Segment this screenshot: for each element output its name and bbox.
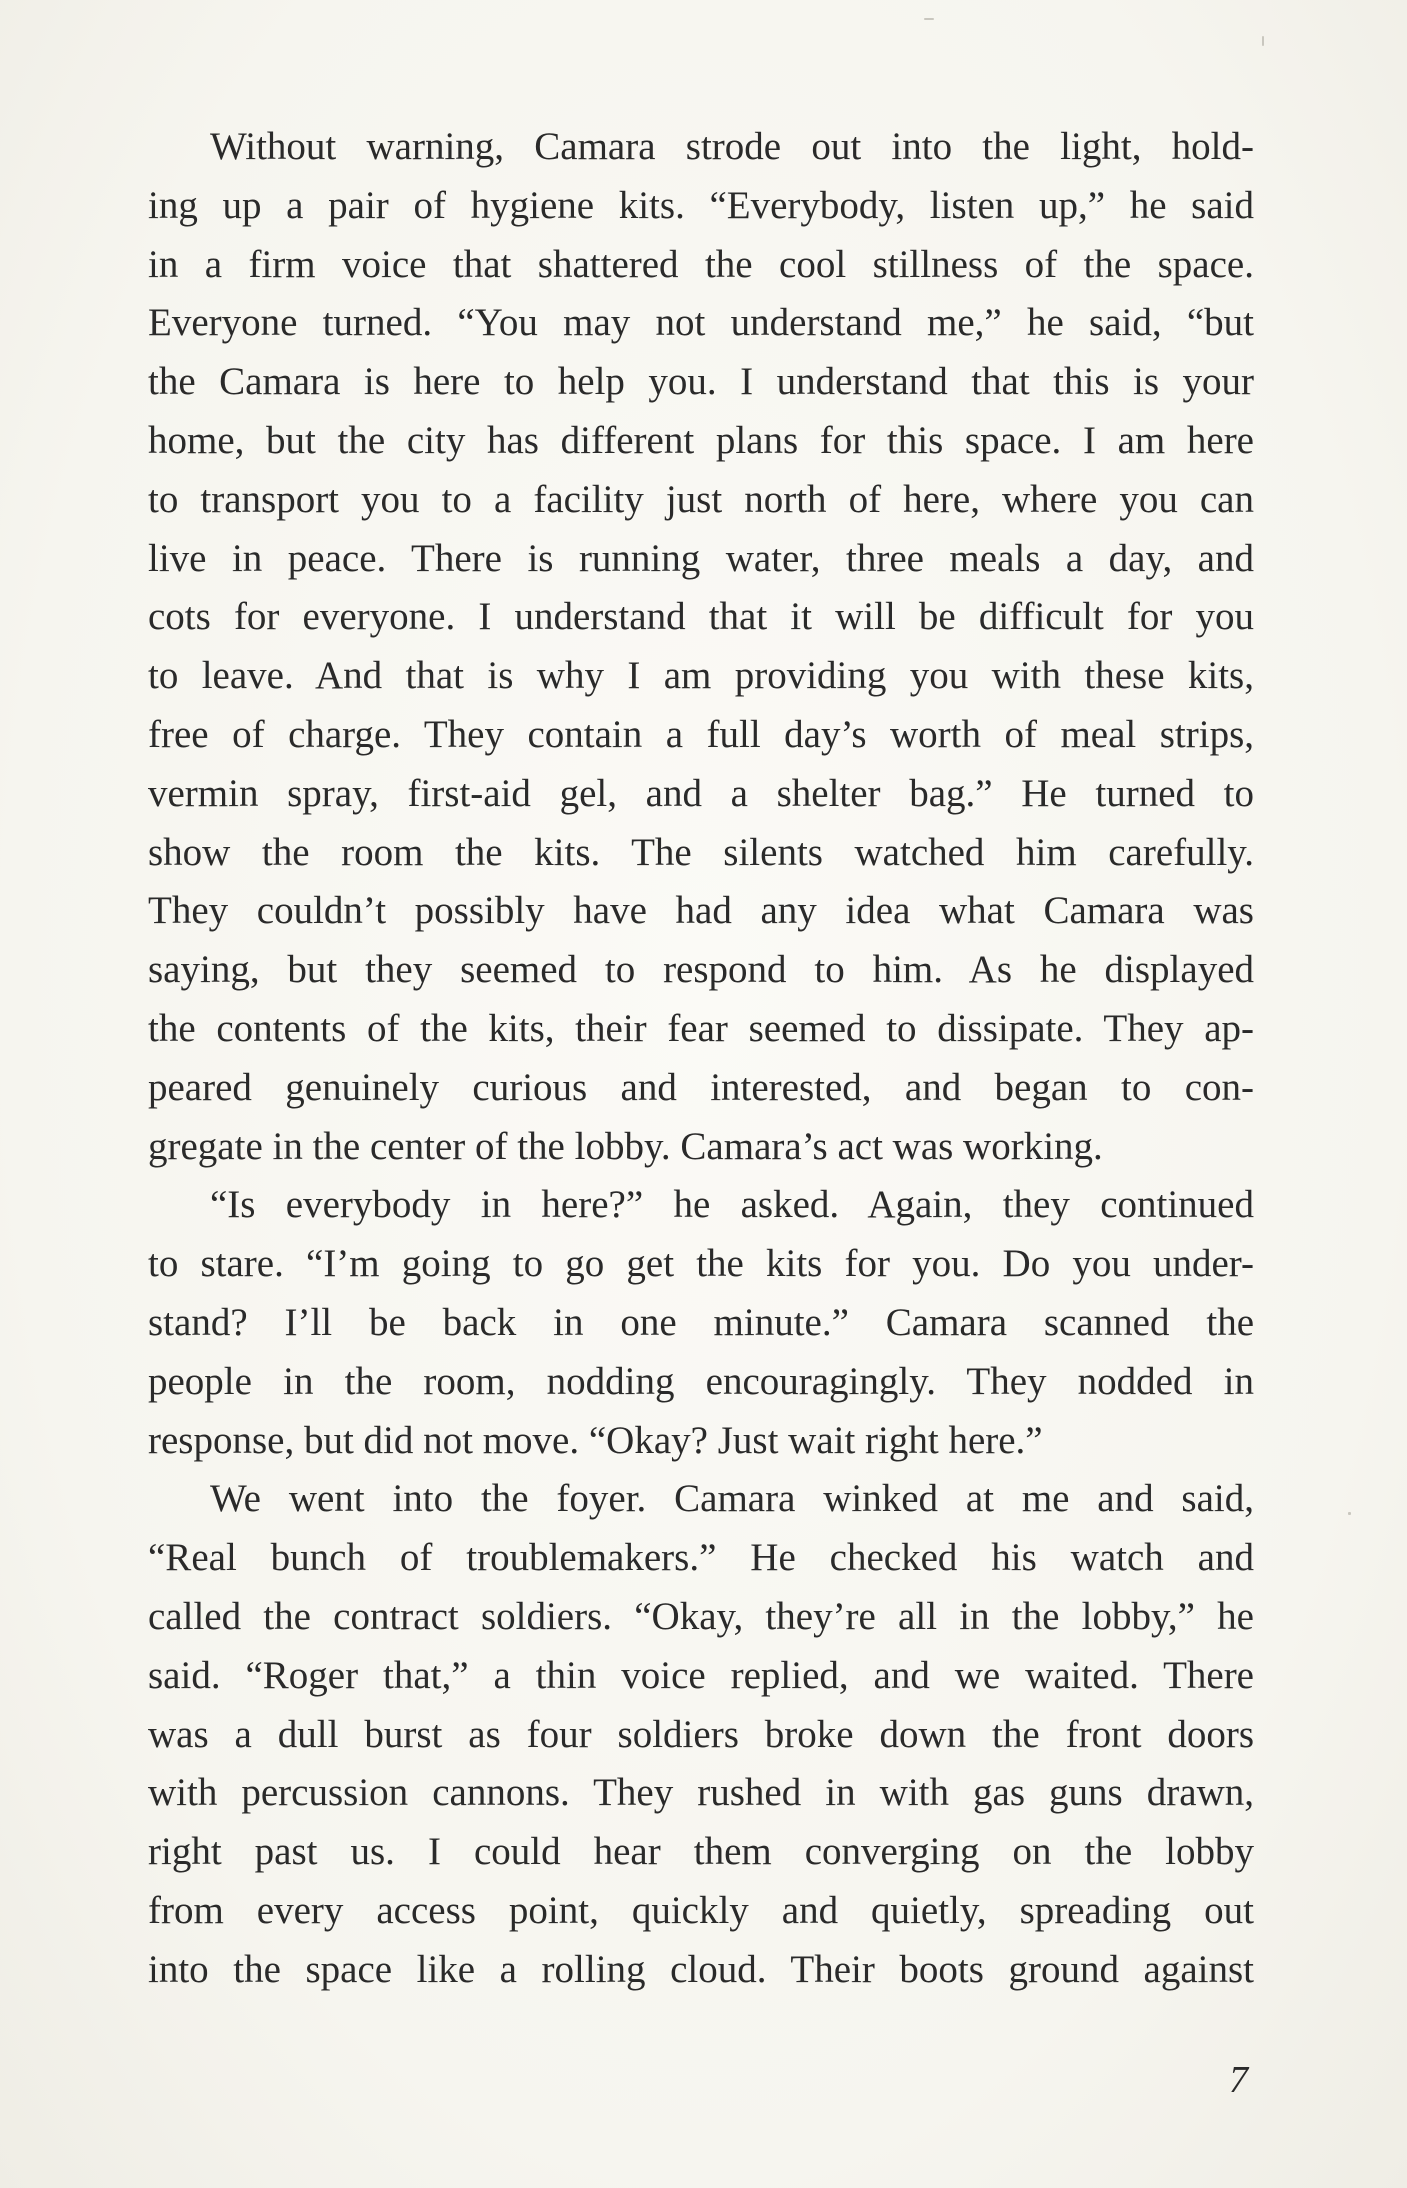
text-line: stand? I’ll be back in one minute.” Camara scanned the: [148, 1300, 1254, 1344]
text-line: right past us. I could hear them converging on the lobby: [148, 1830, 1254, 1874]
text-line: from every access point, quickly and quietly, spreading out: [148, 1888, 1254, 1932]
text-line: Without warning, Camara strode out into the light, hold-: [210, 125, 1254, 168]
text-line: into the space like a rolling cloud. Their boots ground against: [148, 1947, 1254, 1991]
paragraph-3: [148, 1470, 1254, 1999]
text-line: the contents of the kits, their fear seemed to dissipate. They ap-: [148, 1006, 1254, 1050]
text-line: ing up a pair of hygiene kits. “Everybody, listen up,” he said: [148, 183, 1254, 227]
text-line: We went into the foyer. Camara winked at me and said,: [210, 1477, 1254, 1521]
paper-speck: [924, 18, 934, 20]
text-line: “Real bunch of troublemakers.” He checked his watch and: [148, 1536, 1254, 1580]
paper-speck: [1262, 36, 1264, 46]
text-line: in a firm voice that shattered the cool stillness of the space.: [148, 242, 1254, 286]
text-line: to leave. And that is why I am providing you with these kits,: [148, 654, 1254, 698]
paragraph-1: [148, 118, 1254, 1176]
text-line: live in peace. There is running water, three meals a day, and: [148, 536, 1254, 580]
text-line: saying, but they seemed to respond to him. As he displayed: [148, 948, 1254, 992]
text-line: people in the room, nodding encouragingly. They nodded in: [148, 1359, 1254, 1403]
text-line: cots for everyone. I understand that it will be difficult for you: [148, 595, 1254, 639]
text-line: said. “Roger that,” a thin voice replied, and we waited. There: [148, 1653, 1254, 1697]
text-line: with percussion cannons. They rushed in with gas guns drawn,: [148, 1771, 1254, 1815]
text-line: vermin spray, first-aid gel, and a shelter bag.” He turned to: [148, 771, 1254, 815]
text-line: home, but the city has different plans for this space. I am here: [148, 418, 1254, 462]
paragraph-2: [148, 1176, 1254, 1470]
text-line: to stare. “I’m going to go get the kits for you. Do you under-: [148, 1242, 1254, 1286]
text-line: was a dull burst as four soldiers broke down the front doors: [148, 1712, 1254, 1756]
page-number: 7: [1229, 2059, 1248, 2101]
paper-speck: [1348, 1512, 1351, 1515]
text-line: Everyone turned. “You may not understand me,” he said, “but: [148, 301, 1254, 345]
text-line: response, but did not move. “Okay? Just wait right here.”: [148, 1418, 1043, 1462]
text-line: gregate in the center of the lobby. Camara’s act was working.: [148, 1124, 1103, 1168]
text-line: show the room the kits. The silents watched him carefully.: [148, 830, 1254, 874]
text-line: free of charge. They contain a full day’s worth of meal strips,: [148, 712, 1254, 756]
text-line: peared genuinely curious and interested, and began to con-: [148, 1065, 1254, 1109]
text-line: They couldn’t possibly have had any idea what Camara was: [148, 889, 1254, 933]
text-line: the Camara is here to help you. I understand that this is your: [148, 360, 1254, 404]
body-text: [148, 118, 1254, 2000]
text-line: called the contract soldiers. “Okay, they’re all in the lobby,” he: [148, 1594, 1254, 1638]
text-line: “Is everybody in here?” he asked. Again, they continued: [210, 1183, 1254, 1227]
text-line: to transport you to a facility just north of here, where you can: [148, 477, 1254, 521]
